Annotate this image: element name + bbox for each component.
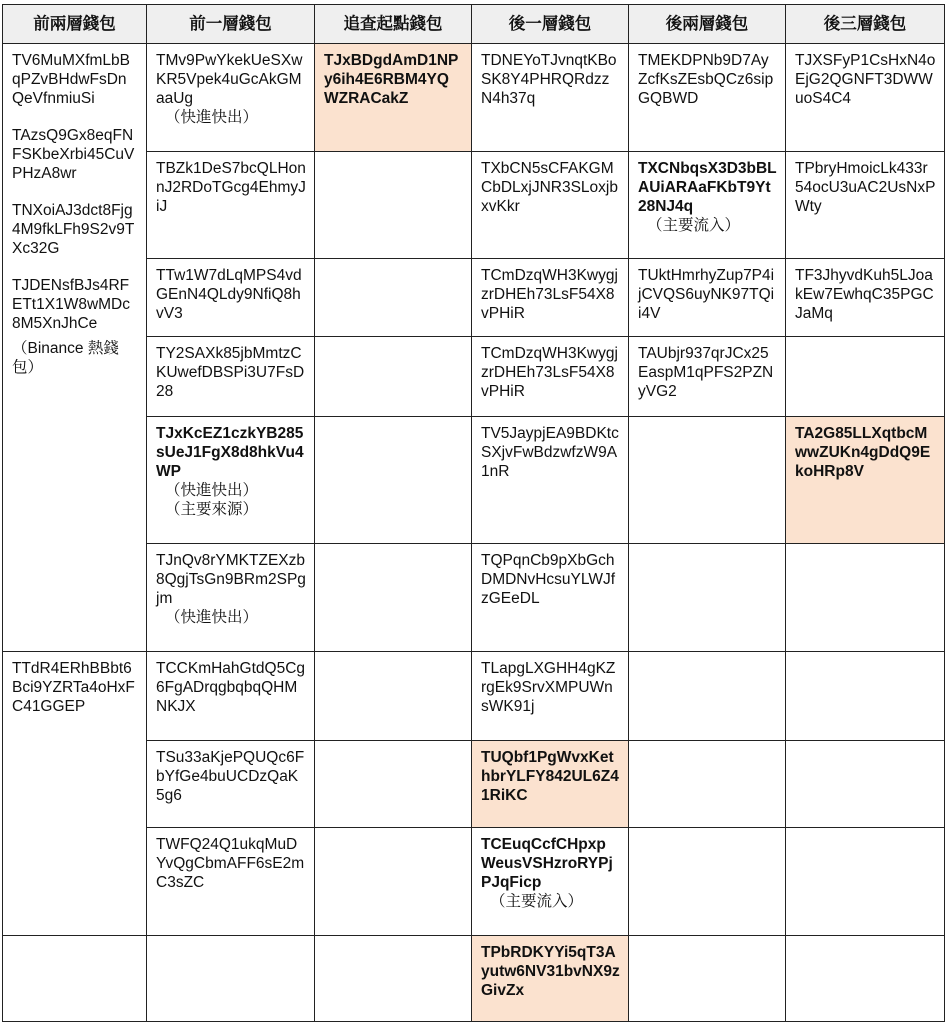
header-start-wallet: 追查起點錢包 <box>315 5 472 44</box>
fast-in-out-note: （快進快出） <box>165 109 259 126</box>
prev-1-layer-cell <box>147 543 315 652</box>
wallet-address[interactable]: TA2G85LLXqtbcMwwZUKn4gDdQ9EkoHRp8V <box>795 424 931 480</box>
next-2-layer-cell <box>629 151 786 259</box>
next-1-layer-cell <box>472 151 629 259</box>
wallet-address[interactable]: TNXoiAJ3dct8Fjg4M9fkLFh9S2v9TXc32G <box>12 202 135 257</box>
wallet-address[interactable]: TSu33aKjePQUQc6FbYfGe4buUCDzQaK5g6 <box>156 748 305 804</box>
wallet-address[interactable]: TPbRDKYYi5qT3Ayutw6NV31bvNX9zGivZx <box>481 943 620 999</box>
next-2-layer-cell <box>629 44 786 152</box>
wallet-address[interactable]: TUktHmrhyZup7P4ijCVQS6uyNK97TQii4V <box>638 267 775 323</box>
start-wallet-empty-cell <box>315 259 472 337</box>
wallet-address[interactable]: TMEKDPNb9D7AyZcfKsZEsbQCz6sipGQBWD <box>638 52 774 107</box>
prev-2-layer-cell-group2 <box>3 652 147 935</box>
next-3-layer-empty-cell <box>786 827 945 935</box>
prev-1-layer-cell <box>147 827 315 935</box>
wallet-address[interactable]: TCmDzqWH3KwygjzrDHEh73LsF54X8vPHiR <box>481 267 618 323</box>
wallet-address[interactable]: TJnQv8rYMKTZEXzb8QgjTsGn9BRm2SPgjm <box>156 551 306 607</box>
prev-1-layer-cell <box>147 151 315 259</box>
wallet-address[interactable]: TF3JhyvdKuh5LJoakEw7EwhqC35PGCJaMq <box>795 267 934 323</box>
wallet-address[interactable]: TXbCN5sCFAKGMCbDLxjJNR3SLoxjbxvKkr <box>481 159 618 215</box>
next-1-layer-cell <box>472 935 629 1021</box>
header-next-2-layer: 後兩層錢包 <box>629 5 786 44</box>
wallet-address[interactable]: TPbryHmoicLk433r54ocU3uAC2UsNxPWty <box>795 159 936 215</box>
next-1-layer-cell <box>472 543 629 652</box>
wallet-address[interactable]: TV5JaypjEA9BDKtcSXjvFwBdzwfzW9A1nR <box>481 424 619 480</box>
next-2-layer-empty-cell <box>629 652 786 740</box>
next-3-layer-empty-cell <box>786 740 945 827</box>
main-inflow-note: （主要流入） <box>490 892 584 910</box>
binance-hot-wallet-label: （Binance 熱錢包） <box>12 340 119 376</box>
wallet-address[interactable]: TCCKmHahGtdQ5Cg6FgADrqgbqbqQHMNKJX <box>156 660 306 716</box>
next-3-layer-empty-cell <box>786 543 945 652</box>
next-2-layer-empty-cell <box>629 827 786 935</box>
wallet-trace-table <box>2 4 945 1022</box>
wallet-address[interactable]: TWFQ24Q1ukqMuDYvQgCbmAFF6sE2mC3sZC <box>156 835 305 891</box>
wallet-address[interactable]: TY2SAXk85jbMmtzCKUwefDBSPi3U7FsD28 <box>156 345 305 401</box>
prev-1-layer-cell <box>147 652 315 740</box>
wallet-address[interactable]: TBZk1DeS7bcQLHonnJ2RDoTGcg4EhmyJiJ <box>156 159 306 215</box>
next-2-layer-empty-cell <box>629 935 786 1021</box>
prev-2-layer-empty-cell <box>3 935 147 1021</box>
next-3-layer-cell <box>786 259 945 337</box>
start-wallet-empty-cell <box>315 151 472 259</box>
start-wallet-empty-cell <box>315 652 472 740</box>
header-row <box>3 5 945 44</box>
start-wallet-empty-cell <box>315 827 472 935</box>
header-prev-2-layer: 前兩層錢包 <box>3 5 147 44</box>
wallet-address[interactable]: TJXSFyP1CsHxN4oEjG2QGNFT3DWWuoS4C4 <box>795 52 936 107</box>
wallet-address[interactable]: TJxKcEZ1czkYB285sUeJ1FgX8d8hkVu4WP <box>156 424 304 480</box>
wallet-address[interactable]: TDNEYoTJvnqtKBoSK8Y4PHRQRdzzN4h37q <box>481 52 617 107</box>
next-2-layer-empty-cell <box>629 543 786 652</box>
wallet-address[interactable]: TTw1W7dLqMPS4vdGEnN4QLdy9NfiQ8hvV3 <box>156 267 302 323</box>
wallet-address[interactable]: TXCNbqsX3D3bBLAUiARAaFKbT9Yt28NJ4q <box>638 159 777 215</box>
next-2-layer-cell <box>629 337 786 416</box>
next-2-layer-cell <box>629 259 786 337</box>
wallet-address[interactable]: TTdR4ERhBBbt6Bci9YZRTa4oHxFC41GGEP <box>12 660 135 716</box>
start-wallet-empty-cell <box>315 337 472 416</box>
next-3-layer-cell <box>786 151 945 259</box>
next-3-layer-empty-cell <box>786 337 945 416</box>
next-1-layer-cell <box>472 337 629 416</box>
next-1-layer-cell <box>472 259 629 337</box>
next-3-layer-empty-cell <box>786 935 945 1021</box>
start-wallet-empty-cell <box>315 935 472 1021</box>
wallet-address[interactable]: TCmDzqWH3KwygjzrDHEh73LsF54X8vPHiR <box>481 345 618 401</box>
wallet-address[interactable]: TCEuqCcfCHpxpWeusVSHzroRYPjPJqFicp <box>481 835 613 891</box>
wallet-address[interactable]: TAzsQ9Gx8eqFNFSKbeXrbi45CuVPHzA8wr <box>12 127 135 182</box>
next-3-layer-empty-cell <box>786 652 945 740</box>
prev-1-layer-cell <box>147 337 315 416</box>
table-row <box>3 652 945 740</box>
prev-2-layer-cell-group1 <box>3 44 147 652</box>
fast-in-out-note: （快進快出） <box>165 481 259 499</box>
next-1-layer-cell <box>472 740 629 827</box>
wallet-address[interactable]: TLapgLXGHH4gKZrgEk9SrvXMPUWnsWK91j <box>481 660 616 716</box>
next-2-layer-empty-cell <box>629 416 786 543</box>
main-inflow-note: （主要流入） <box>647 216 741 234</box>
wallet-address[interactable]: TMv9PwYkekUeSXwKR5Vpek4uGcAkGMaaUg <box>156 52 303 107</box>
header-next-1-layer: 後一層錢包 <box>472 5 629 44</box>
prev-1-layer-empty-cell <box>147 935 315 1021</box>
next-3-layer-cell <box>786 44 945 152</box>
start-wallet-empty-cell <box>315 543 472 652</box>
main-source-note: （主要來源） <box>165 500 259 518</box>
header-next-3-layer: 後三層錢包 <box>786 5 945 44</box>
next-3-layer-cell <box>786 416 945 543</box>
next-1-layer-cell <box>472 416 629 543</box>
prev-1-layer-cell <box>147 44 315 152</box>
table-row <box>3 44 945 152</box>
prev-1-layer-cell <box>147 740 315 827</box>
wallet-address[interactable]: TQPqnCb9pXbGchDMDNvHcsuYLWJfzGEeDL <box>481 551 616 607</box>
next-1-layer-cell <box>472 652 629 740</box>
start-wallet-address[interactable]: TJxBDgdAmD1NPy6ih4E6RBM4YQWZRACakZ <box>324 52 459 107</box>
next-1-layer-cell <box>472 827 629 935</box>
start-wallet-cell <box>315 44 472 152</box>
next-1-layer-cell <box>472 44 629 152</box>
prev-1-layer-cell <box>147 259 315 337</box>
header-prev-1-layer: 前一層錢包 <box>147 5 315 44</box>
wallet-address[interactable]: TAUbjr937qrJCx25EaspM1qPFS2PZNyVG2 <box>638 345 774 401</box>
prev-1-layer-cell <box>147 416 315 543</box>
start-wallet-empty-cell <box>315 740 472 827</box>
start-wallet-empty-cell <box>315 416 472 543</box>
fast-in-out-note: （快進快出） <box>165 608 259 626</box>
table-row <box>3 935 945 1021</box>
wallet-address[interactable]: TV6MuMXfmLbBqPZvBHdwFsDnQeVfnmiuSi <box>12 52 131 107</box>
next-2-layer-empty-cell <box>629 740 786 827</box>
wallet-address[interactable]: TUQbf1PgWvxKethbrYLFY842UL6Z41RiKC <box>481 748 619 804</box>
wallet-address[interactable]: TJDENsfBJs4RFETt1X1W8wMDc8M5XnJhCe <box>12 277 130 332</box>
